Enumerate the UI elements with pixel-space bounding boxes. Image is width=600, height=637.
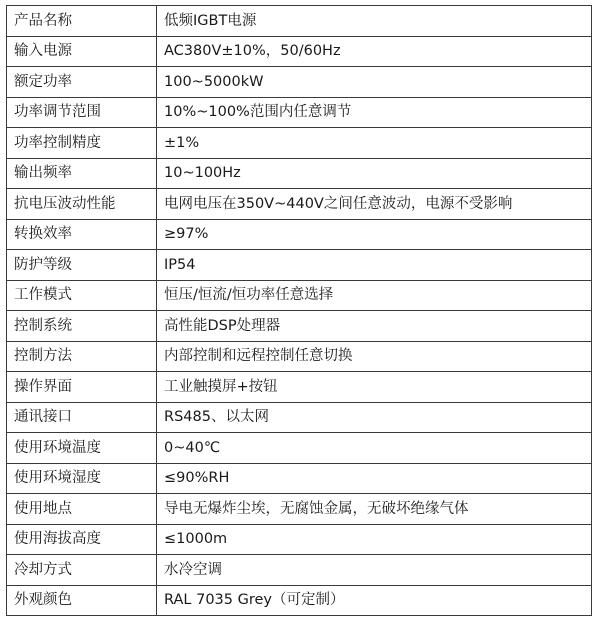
spec-label: 操作界面 (7, 372, 157, 403)
spec-value: RAL 7035 Grey（可定制） (157, 585, 592, 616)
table-row (7, 585, 592, 616)
spec-value: 水冷空调 (157, 555, 592, 586)
spec-label: 输出频率 (7, 158, 157, 189)
spec-value: AC380V±10%，50/60Hz (157, 36, 592, 67)
spec-label: 功率调节范围 (7, 97, 157, 128)
spec-value: ±1% (157, 128, 592, 159)
table-row (7, 97, 592, 128)
spec-label: 产品名称 (7, 6, 157, 37)
table-row (7, 433, 592, 464)
spec-value: 恒压/恒流/恒功率任意选择 (157, 280, 592, 311)
spec-label: 通讯接口 (7, 402, 157, 433)
spec-label: 抗电压波动性能 (7, 189, 157, 220)
spec-value: RS485、以太网 (157, 402, 592, 433)
table-row (7, 6, 592, 37)
spec-value: 内部控制和远程控制任意切换 (157, 341, 592, 372)
spec-value: IP54 (157, 250, 592, 281)
spec-value: 0~40℃ (157, 433, 592, 464)
spec-table (6, 5, 592, 616)
spec-label: 转换效率 (7, 219, 157, 250)
spec-label: 使用环境温度 (7, 433, 157, 464)
spec-value: 工业触摸屏+按钮 (157, 372, 592, 403)
table-row (7, 372, 592, 403)
spec-label: 工作模式 (7, 280, 157, 311)
spec-label: 输入电源 (7, 36, 157, 67)
table-row (7, 36, 592, 67)
spec-value: 导电无爆炸尘埃，无腐蚀金属，无破坏绝缘气体 (157, 494, 592, 525)
spec-label: 使用环境湿度 (7, 463, 157, 494)
table-row (7, 250, 592, 281)
spec-label: 使用海拔高度 (7, 524, 157, 555)
table-row (7, 219, 592, 250)
table-row (7, 128, 592, 159)
spec-label: 控制系统 (7, 311, 157, 342)
spec-label: 控制方法 (7, 341, 157, 372)
spec-value: 10%~100%范围内任意调节 (157, 97, 592, 128)
spec-value: 高性能DSP处理器 (157, 311, 592, 342)
spec-label: 功率控制精度 (7, 128, 157, 159)
spec-label: 使用地点 (7, 494, 157, 525)
spec-value: ≤1000m (157, 524, 592, 555)
table-row (7, 494, 592, 525)
table-row (7, 555, 592, 586)
spec-label: 防护等级 (7, 250, 157, 281)
spec-value: ≤90%RH (157, 463, 592, 494)
spec-label: 额定功率 (7, 67, 157, 98)
table-row (7, 158, 592, 189)
spec-value: 电网电压在350V~440V之间任意波动，电源不受影响 (157, 189, 592, 220)
table-row (7, 189, 592, 220)
spec-label: 冷却方式 (7, 555, 157, 586)
spec-label: 外观颜色 (7, 585, 157, 616)
table-row (7, 463, 592, 494)
table-row (7, 341, 592, 372)
table-row (7, 311, 592, 342)
table-row (7, 280, 592, 311)
spec-value: ≥97% (157, 219, 592, 250)
spec-value: 10~100Hz (157, 158, 592, 189)
spec-value: 100~5000kW (157, 67, 592, 98)
spec-value: 低频IGBT电源 (157, 6, 592, 37)
table-row (7, 67, 592, 98)
table-row (7, 402, 592, 433)
table-row (7, 524, 592, 555)
